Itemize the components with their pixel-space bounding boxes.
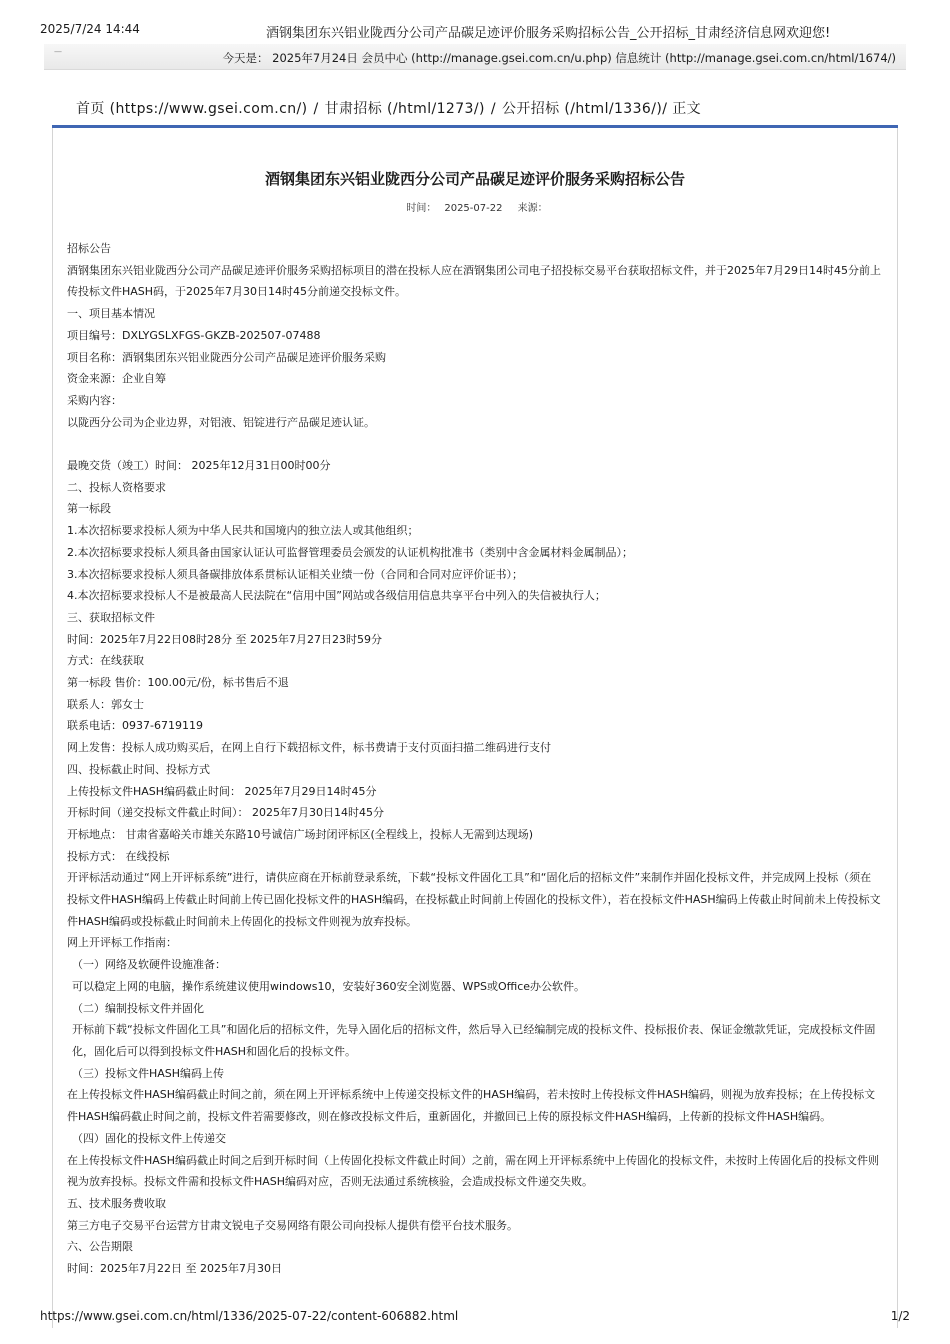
paragraph: 4.本次招标要求投标人不是被最高人民法院在“信用中国”网站或各级信用信息共享平台中列入的失信被执行人； <box>67 589 606 603</box>
subsection-heading: （三）投标文件HASH编码上传 <box>72 1066 225 1080</box>
paragraph: 酒钢集团东兴铝业陇西分公司产品碳足迹评价服务采购招标项目的潜在投标人应在酒钢集团公司电子招投标交易平台获取招标文件，并于2025年7月29日14时45分前上传投标文件HASH码，于2025年7月30日14时45分前递交投标文件。 <box>67 263 881 299</box>
paragraph: 资金来源：企业自筹 <box>67 372 166 386</box>
breadcrumb <box>76 98 701 118</box>
topbar-info[interactable]: 今天是： 2025年7月24日 会员中心 (http://manage.gsei.com.cn/u.php) 信息统计 (http://manage.gsei.com.cn/html/1674/) <box>222 51 896 65</box>
paragraph: 第一标段 <box>67 502 111 516</box>
paragraph: 网上发售：投标人成功购买后，在网上自行下载招标文件，标书费请于支付页面扫描二维码进行支付 <box>67 741 551 755</box>
blank-line <box>67 433 882 455</box>
paragraph: 上传投标文件HASH编码截止时间： 2025年7月29日14时45分 <box>67 784 377 798</box>
paragraph: 以陇西分公司为企业边界，对铝液、铝锭进行产品碳足迹认证。 <box>67 415 375 429</box>
article-time <box>402 203 506 214</box>
paragraph: 时间：2025年7月22日08时28分 至 2025年7月27日23时59分 <box>67 632 382 646</box>
breadcrumb-home[interactable]: 首页 (https://www.gsei.com.cn/) <box>76 101 308 117</box>
paragraph: 可以稳定上网的电脑，操作系统建议使用windows10，安装好360安全浏览器、WPS或Office办公软件。 <box>72 979 586 993</box>
paragraph: 第三方电子交易平台运营方甘肃文锐电子交易网络有限公司向投标人提供有偿平台技术服务。 <box>67 1218 518 1232</box>
paragraph: 开标时间（递交投标文件截止时间）： 2025年7月30日14时45分 <box>67 806 384 820</box>
topbar-marker: — <box>54 47 62 56</box>
section-heading: 六、公告期限 <box>67 1240 133 1254</box>
paragraph: 采购内容： <box>67 393 122 407</box>
article-source: 来源： <box>517 203 548 214</box>
site-topbar <box>44 44 906 70</box>
breadcrumb-separator: / <box>490 101 496 117</box>
paragraph: 投标方式： 在线投标 <box>67 849 170 863</box>
print-header <box>0 0 950 40</box>
print-datetime: 2025/7/24 14:44 <box>40 22 140 36</box>
paragraph: 开标地点： 甘肃省嘉峪关市雄关东路10号诚信广场封闭评标区(全程线上，投标人无需到达现场) <box>67 827 534 841</box>
paragraph: 在上传投标文件HASH编码截止时间之前，须在网上开评标系统中上传递交投标文件的HASH编码，若未按时上传投标文件HASH编码，则视为放弃投标；在上传投标文件HASH编码截止时间之前，投标文件若需要修改，则在修改投标文件后，重新固化，并撤回已上传的原投标文件HASH编码，上传新的投标文件HASH编码。 <box>67 1088 876 1124</box>
section-heading: 四、投标截止时间、投标方式 <box>67 762 210 776</box>
paragraph: 3.本次招标要求投标人须具备碳排放体系贯标认证相关业绩一份（合同和合同对应评价证书）； <box>67 567 523 581</box>
paragraph: 项目编号：DXLYGSLXFGS-GKZB-202507-07488 <box>67 328 321 342</box>
subsection-heading: （四）固化的投标文件上传递交 <box>72 1131 226 1145</box>
paragraph: 联系人：郭女士 <box>67 697 144 711</box>
breadcrumb-public-bidding[interactable]: 公开招标 (/html/1336/)/ <box>501 101 668 117</box>
paragraph: 方式：在线获取 <box>67 654 144 668</box>
subsection-heading: （二）编制投标文件并固化 <box>72 1001 204 1015</box>
time-label: 时间： <box>406 203 437 214</box>
paragraph: 招标公告 <box>67 242 111 255</box>
paragraph: 项目名称：酒钢集团东兴铝业陇西分公司产品碳足迹评价服务采购 <box>67 350 386 364</box>
paragraph: 联系电话：0937-6719119 <box>67 719 203 733</box>
article-title: 酒钢集团东兴铝业陇西分公司产品碳足迹评价服务采购招标公告 <box>264 170 685 188</box>
page-number: 1/2 <box>890 1309 910 1323</box>
section-heading: 二、投标人资格要求 <box>67 480 166 494</box>
paragraph: 在上传投标文件HASH编码截止时间之后到开标时间（上传固化投标文件截止时间）之前，需在网上开评标系统中上传固化的投标文件，未按时上传固化后的投标文件则视为放弃投标。投标文件需和投标文件HASH编码对应，否则无法通过系统核验，会造成投标文件递交失败。 <box>67 1153 880 1189</box>
breadcrumb-gansu-bidding[interactable]: 甘肃招标 (/html/1273/) <box>324 101 485 117</box>
article-meta <box>52 199 898 214</box>
paragraph: 最晚交货（竣工）时间： 2025年12月31日00时00分 <box>67 459 331 473</box>
print-url: https://www.gsei.com.cn/html/1336/2025-07-22/content-606882.html <box>40 1309 459 1323</box>
paragraph: 时间：2025年7月22日 至 2025年7月30日 <box>67 1262 282 1276</box>
paragraph: 网上开评标工作指南： <box>67 936 177 950</box>
time-value: 2025-07-22 <box>444 203 503 214</box>
paragraph: 第一标段 售价：100.00元/份，标书售后不退 <box>67 676 289 690</box>
paragraph: 开标前下载“投标文件固化工具”和固化后的招标文件，先导入固化后的招标文件，然后导入已经编制完成的投标文件、投标报价表、保证金缴款凭证，完成投标文件固化，固化后可以得到投标文件HASH和固化后的投标文件。 <box>72 1023 876 1058</box>
print-page-title: 酒钢集团东兴铝业陇西分公司产品碳足迹评价服务采购招标公告_公开招标_甘肃经济信息网欢迎您! <box>266 26 831 41</box>
breadcrumb-separator: / <box>313 101 319 117</box>
print-footer <box>0 1306 950 1326</box>
subsection-heading: （一）网络及软硬件设施准备： <box>72 958 226 972</box>
section-heading: 一、项目基本情况 <box>67 307 155 321</box>
section-heading: 五、技术服务费收取 <box>67 1196 166 1210</box>
section-heading: 三、获取招标文件 <box>67 610 155 624</box>
article-body <box>67 238 882 1280</box>
paragraph: 1.本次招标要求投标人须为中华人民共和国境内的独立法人或其他组织； <box>67 524 419 538</box>
paragraph: 开评标活动通过“网上开评标系统”进行，请供应商在开标前登录系统，下载“投标文件固化工具”和“固化后的招标文件”来制作并固化投标文件，并完成网上投标（须在投标文件HASH编码上传截止时间前上传已固化投标文件的HASH编码，在投标截止时间前上传固化的投标文件），若在投标文件HASH编码上传截止时间前未上传投标文件HASH编码或投标截止时间前未上传固化的投标文件则视为放弃投标。 <box>67 871 881 928</box>
paragraph: 2.本次招标要求投标人须具备由国家认证认可监督管理委员会颁发的认证机构批准书（类别中含金属材料金属制品）； <box>67 545 633 559</box>
breadcrumb-current: 正文 <box>672 101 701 117</box>
